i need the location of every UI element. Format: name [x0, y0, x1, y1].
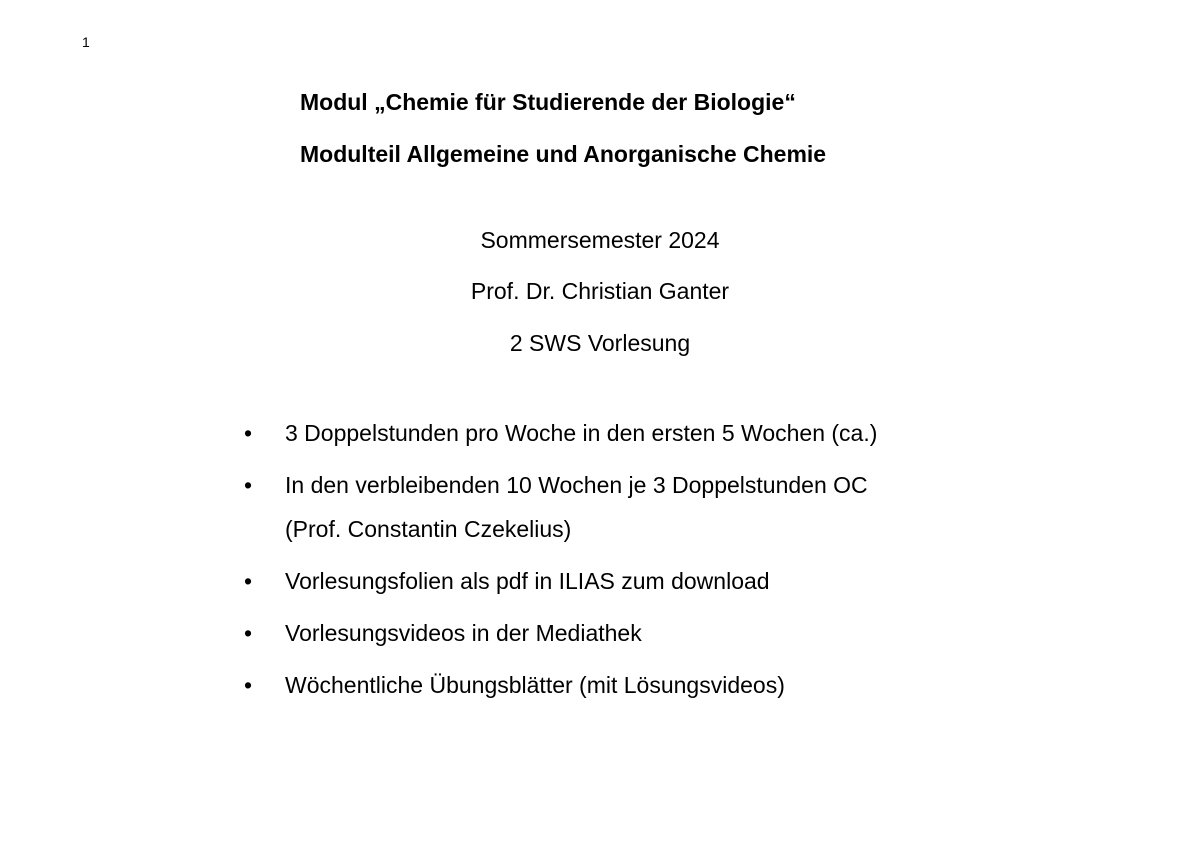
semester-text: Sommersemester 2024: [480, 227, 720, 253]
bullet-item: [244, 567, 877, 595]
bullet-dot-icon: •: [244, 620, 253, 646]
page-number: 1: [82, 34, 90, 50]
bullet-item: [244, 471, 877, 543]
info-bullet-list: [244, 419, 877, 723]
bullet-text: Vorlesungsvideos in der Mediathek: [285, 620, 642, 646]
bullet-text: 3 Doppelstunden pro Woche in den ersten 5 Wochen (ca.): [285, 420, 878, 446]
bullet-text: Vorlesungsfolien als pdf in ILIAS zum download: [285, 568, 770, 594]
bullet-item: [244, 619, 877, 647]
bullet-continuation-text: (Prof. Constantin Czekelius): [285, 516, 572, 542]
sws-text: 2 SWS Vorlesung: [509, 330, 691, 356]
bullet-dot-icon: •: [244, 472, 253, 498]
bullet-dot-icon: •: [244, 672, 253, 698]
bullet-text: In den verbleibenden 10 Wochen je 3 Doppelstunden OC: [285, 472, 868, 498]
bullet-dot-icon: •: [244, 420, 253, 446]
bullet-text: Wöchentliche Übungsblätter (mit Lösungsvideos): [285, 672, 785, 698]
module-title: Modul „Chemie für Studierende der Biologie“: [300, 89, 796, 115]
bullet-item: [244, 419, 877, 447]
lecturer-text: Prof. Dr. Christian Ganter: [470, 278, 730, 304]
module-part-title: Modulteil Allgemeine und Anorganische Chemie: [300, 141, 827, 167]
bullet-item: [244, 671, 877, 699]
bullet-dot-icon: •: [244, 568, 253, 594]
